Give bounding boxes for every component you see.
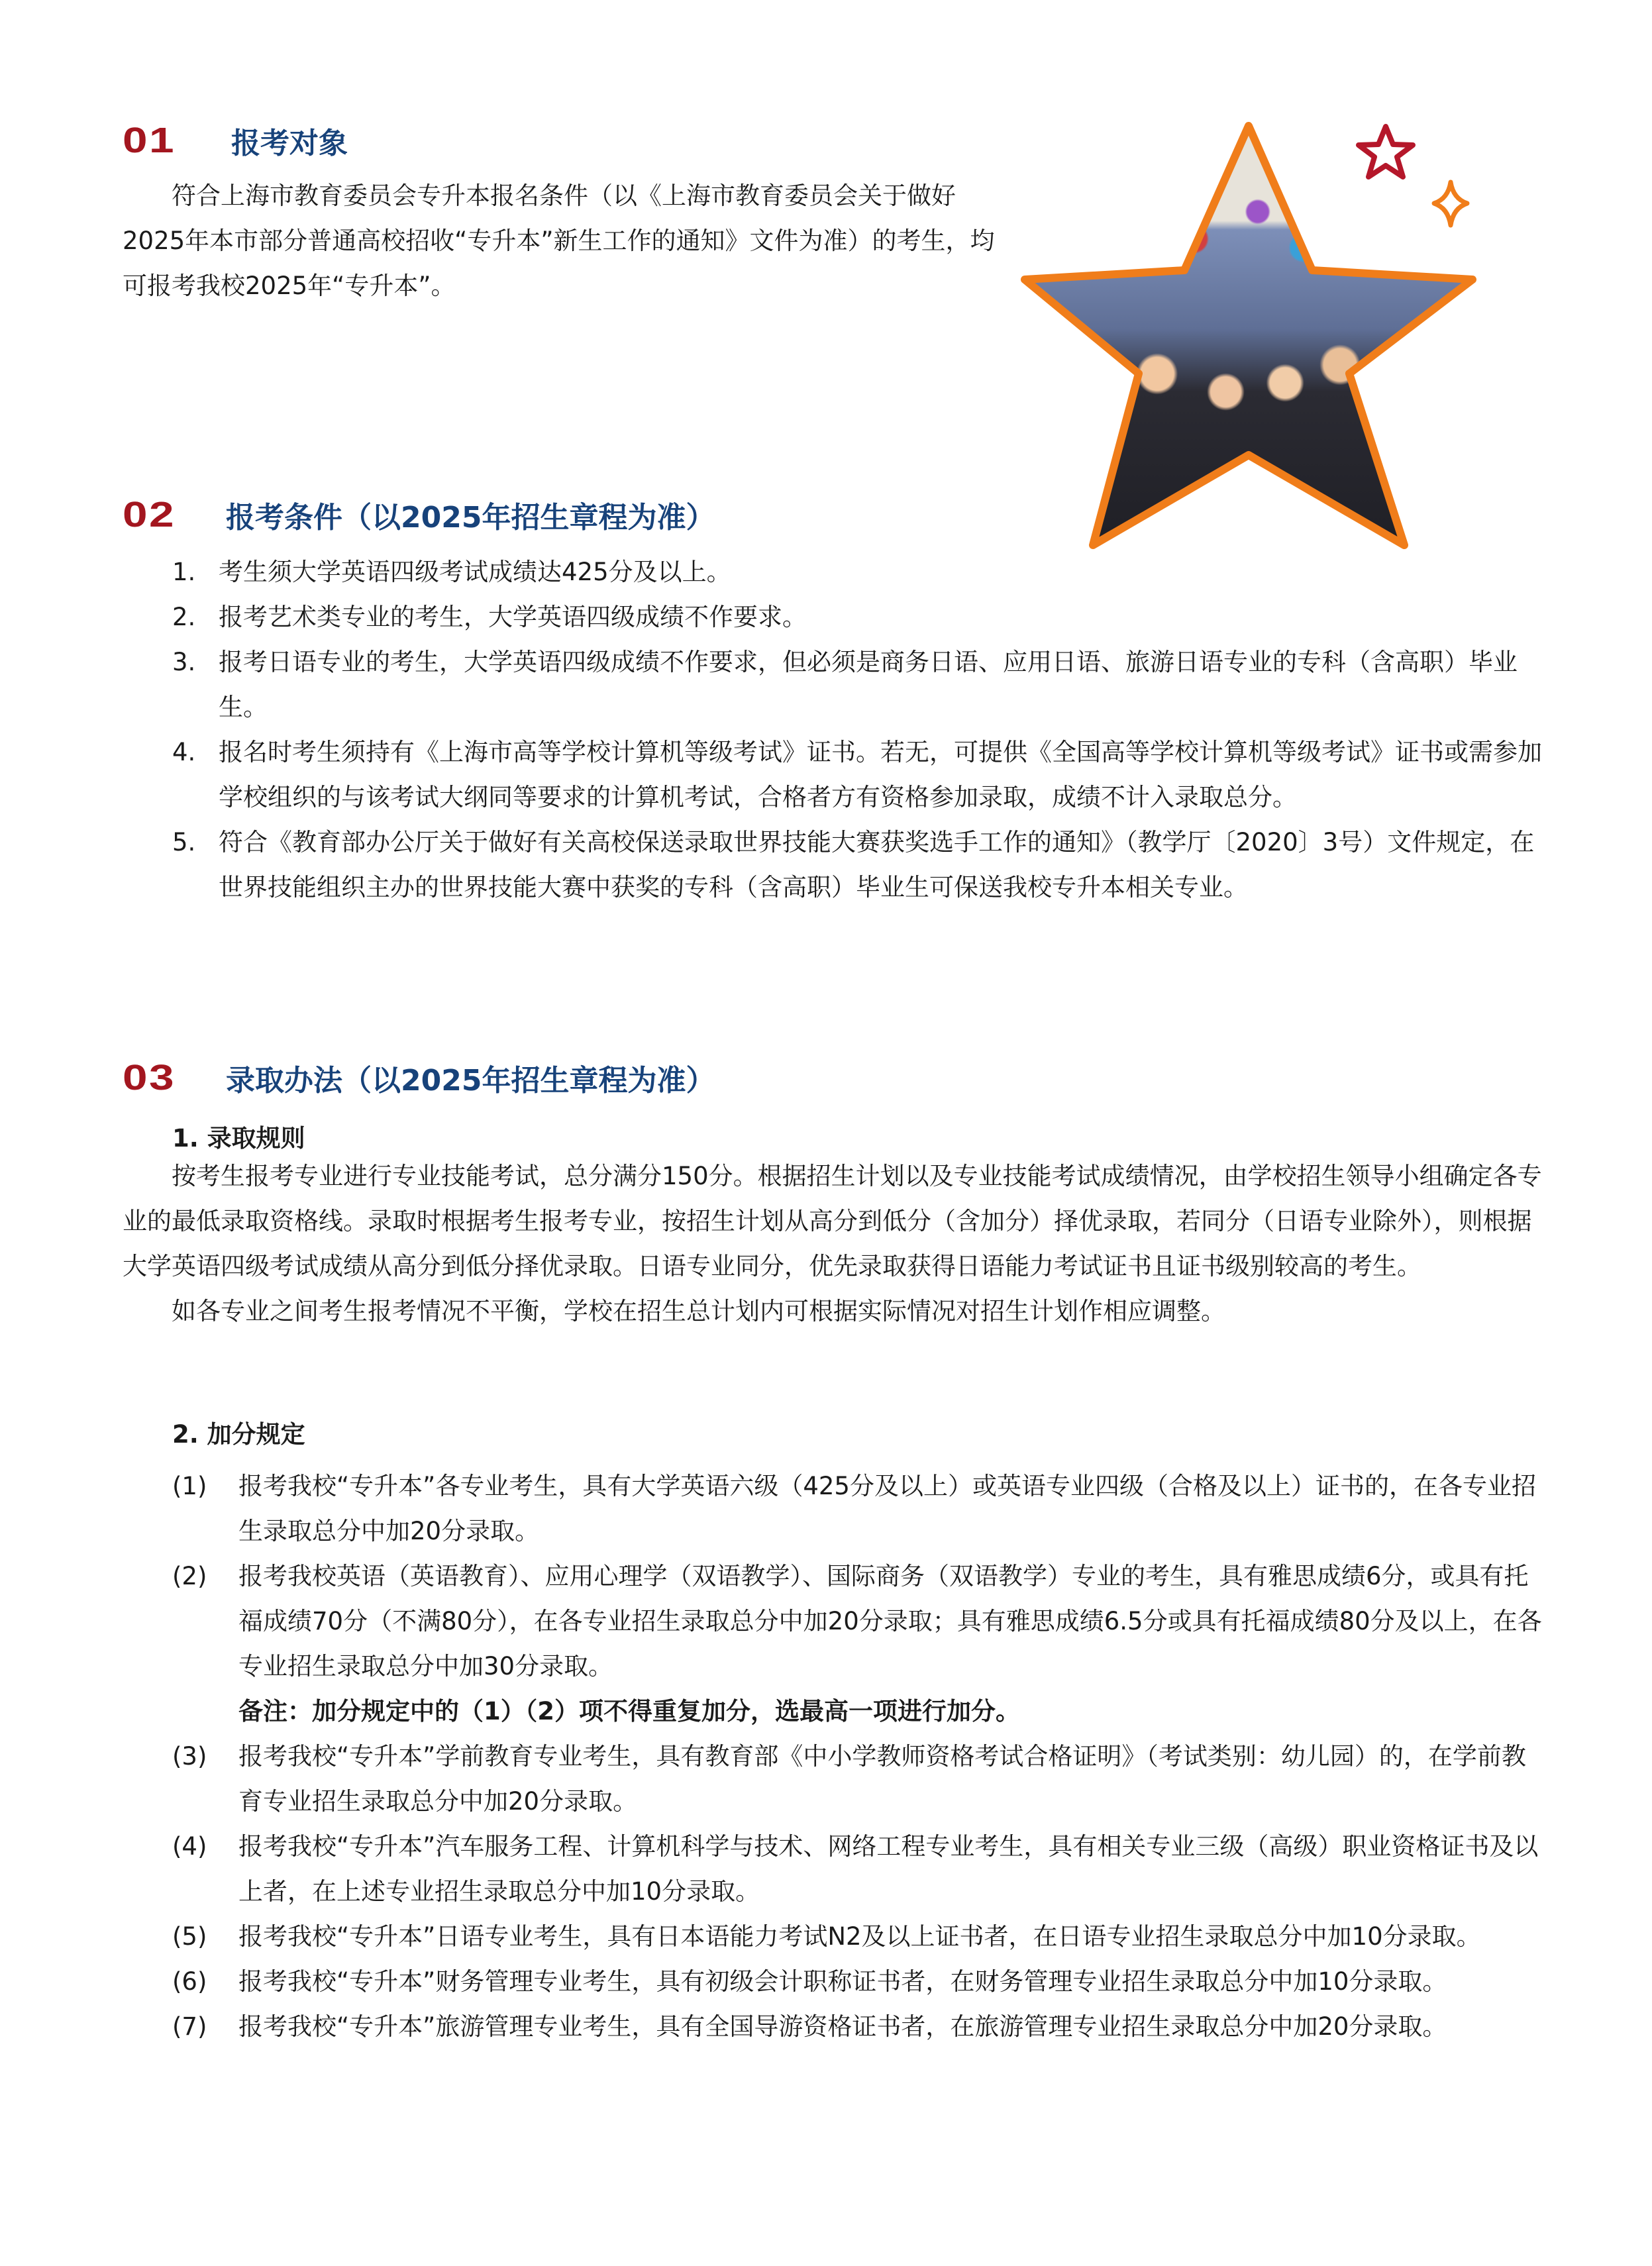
- item-number: (6): [172, 1967, 207, 1996]
- item-text: 报考我校“专升本”财务管理专业考生，具有初级会计职称证书者，在财务管理专业招生录取总分中加10分录取。: [238, 1967, 1447, 1996]
- section-number: 01: [123, 121, 176, 160]
- section-03-header: [123, 1056, 715, 1099]
- item-text: 报考我校“专升本”汽车服务工程、计算机科学与技术、网络工程专业考生，具有相关专业三级（高级）职业资格证书及以上者，在上述专业招生录取总分中加10分录取。: [238, 1832, 1539, 1906]
- list-item: [172, 2004, 1547, 2049]
- section-02-header: [123, 493, 715, 536]
- list-item: [172, 730, 1547, 820]
- admission-rules-text: [123, 1154, 1547, 1334]
- section-01-header: [123, 119, 348, 162]
- item-text: 报考我校英语（英语教育）、应用心理学（双语教学）、国际商务（双语教学）专业的考生，具有雅思成绩6分，或具有托福成绩70分（不满80分），在各专业招生录取总分中加20分录取；具有雅思成绩6.5分或具有托福成绩80分及以上，在各专业招生录取总分中加30分录取。: [238, 1562, 1542, 1680]
- item-number: (2): [172, 1562, 207, 1590]
- item-text: 报名时考生须持有《上海市高等学校计算机等级考试》证书。若无，可提供《全国高等学校计算机等级考试》证书或需参加学校组织的与该考试大纲同等要求的计算机考试，合格者方有资格参加录取，成绩不计入录取总分。: [219, 738, 1542, 811]
- list-item: [172, 1959, 1547, 2004]
- list-item: [172, 595, 1547, 640]
- item-number: (1): [172, 1472, 207, 1500]
- list-item: [172, 1734, 1547, 1824]
- list-item: [172, 1554, 1547, 1689]
- list-item: [172, 1914, 1547, 1959]
- list-item: [172, 640, 1547, 730]
- section-title: 录取办法（以2025年招生章程为准）: [226, 1064, 715, 1098]
- section-01-paragraph: [123, 174, 1004, 309]
- item-number: 3.: [172, 648, 196, 676]
- bonus-note: 备注：加分规定中的（1）（2）项不得重复加分，选最高一项进行加分。: [238, 1697, 1020, 1725]
- paragraph-text: 按考生报考专业进行专业技能考试，总分满分150分。根据招生计划以及专业技能考试成绩情况，由学校招生领导小组确定各专业的最低录取资格线。录取时根据考生报考专业，按招生计划从高分到低分（含加分）择优录取，若同分（日语专业除外），则根据大学英语四级考试成绩从高分到低分择优录取。日语专业同分，优先录取获得日语能力考试证书且证书级别较高的考生。: [123, 1162, 1542, 1280]
- item-number: (5): [172, 1922, 207, 1951]
- item-number: (7): [172, 2012, 207, 2041]
- section-number: 03: [123, 1058, 176, 1098]
- bonus-rules-heading: 2. 加分规定: [172, 1420, 305, 1449]
- decorative-star-icon: [1355, 123, 1418, 182]
- item-number: (4): [172, 1832, 207, 1861]
- item-text: 报考我校“专升本”学前教育专业考生，具有教育部《中小学教师资格考试合格证明》（考试类别：幼儿园）的，在学前教育专业招生录取总分中加20分录取。: [238, 1742, 1526, 1816]
- item-number: 2.: [172, 603, 196, 631]
- item-text: 报考我校“专升本”旅游管理专业考生，具有全国导游资格证书者，在旅游管理专业招生录取总分中加20分录取。: [238, 2012, 1447, 2041]
- requirements-list: [172, 550, 1547, 910]
- admission-rules-heading: 1. 录取规则: [172, 1124, 305, 1153]
- list-item: [172, 1824, 1547, 1914]
- list-item: [172, 1464, 1547, 1554]
- item-text: 报考日语专业的考生，大学英语四级成绩不作要求，但必须是商务日语、应用日语、旅游日语专业的专科（含高职）毕业生。: [219, 648, 1518, 721]
- paragraph-text: 如各专业之间考生报考情况不平衡，学校在招生总计划内可根据实际情况对招生计划作相应调整。: [172, 1297, 1225, 1325]
- section-number: 02: [123, 495, 176, 535]
- item-text: 报考我校“专升本”日语专业考生，具有日本语能力考试N2及以上证书者，在日语专业招生录取总分中加10分录取。: [238, 1922, 1481, 1951]
- note-row: [172, 1689, 1547, 1734]
- item-number: 5.: [172, 828, 196, 856]
- bonus-rules-list: [172, 1464, 1547, 2049]
- list-item: [172, 820, 1547, 910]
- list-item: [172, 550, 1547, 595]
- item-text: 考生须大学英语四级考试成绩达425分及以上。: [219, 558, 731, 586]
- item-number: 4.: [172, 738, 196, 766]
- item-number: (3): [172, 1742, 207, 1771]
- item-text: 符合《教育部办公厅关于做好有关高校保送录取世界技能大赛获奖选手工作的通知》（教学厅〔2020〕3号）文件规定，在世界技能组织主办的世界技能大赛中获奖的专科（含高职）毕业生可保送我校专升本相关专业。: [219, 828, 1535, 901]
- spacer: [172, 1689, 238, 1734]
- item-text: 报考我校“专升本”各专业考生，具有大学英语六级（425分及以上）或英语专业四级（合格及以上）证书的，在各专业招生录取总分中加20分录取。: [238, 1472, 1536, 1545]
- decorative-diamond-icon: [1431, 179, 1471, 229]
- item-text: 报考艺术类专业的考生，大学英语四级成绩不作要求。: [219, 603, 807, 631]
- paragraph-text: 符合上海市教育委员会专升本报名条件（以《上海市教育委员会关于做好2025年本市部分普通高校招收“专升本”新生工作的通知》文件为准）的考生，均可报考我校2025年“专升本”。: [123, 181, 995, 300]
- section-title: 报考对象: [231, 127, 348, 160]
- item-number: 1.: [172, 558, 196, 586]
- section-title: 报考条件（以2025年招生章程为准）: [226, 501, 715, 535]
